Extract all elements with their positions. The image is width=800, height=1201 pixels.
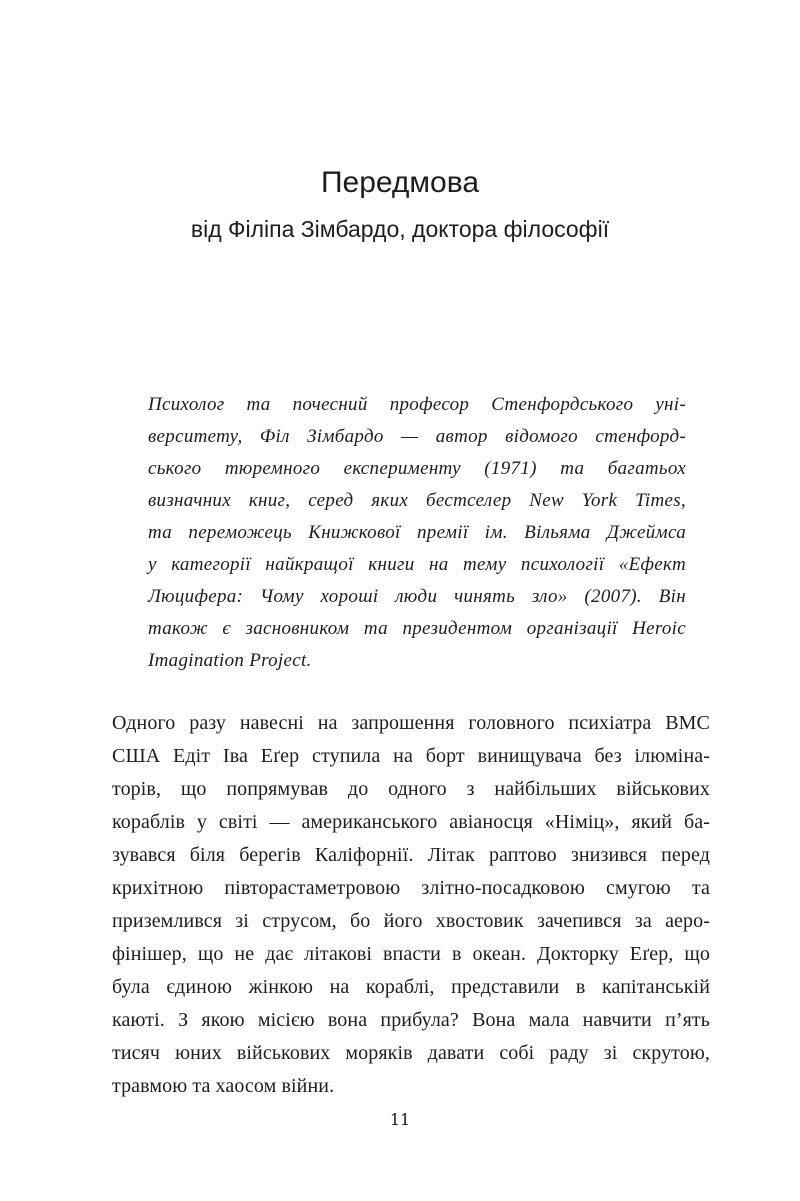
text-line: верситету, Філ Зімбардо — автор відомого стенфорд- [148, 426, 686, 447]
text-line: була єдиною жінкою на кораблі, представили в капітанській [112, 976, 710, 998]
intro-note-paragraph [148, 389, 686, 677]
chapter-subtitle: від Філіпа Зімбардо, доктора філософії [190, 216, 610, 242]
text-line: США Едіт Іва Еґер ступила на борт винищувача без ілюміна- [112, 745, 710, 767]
text-line: Люцифера: Чому хороші люди чинять зло» (2007). Він [148, 586, 686, 607]
text-line: зувався біля берегів Каліфорнії. Літак раптово знизився перед [112, 844, 710, 866]
body-paragraph [112, 707, 710, 1103]
text-line: у категорії найкращої книги на тему психології «Ефект [148, 554, 686, 575]
text-line: ського тюремного експерименту (1971) та багатьох [148, 458, 686, 479]
text-line: крихітною півторастаметровою злітно-посадковою смугою та [112, 877, 710, 899]
text-line: Одного разу навесні на запрошення головного психіатра ВМС [112, 712, 710, 734]
text-line: Психолог та почесний професор Стенфордського уні- [148, 394, 686, 415]
text-line: травмою та хаосом війни. [112, 1075, 335, 1097]
text-line: Imagination Project. [148, 650, 312, 671]
chapter-title: Передмова [320, 166, 480, 199]
text-line: тисяч юних військових моряків давати собі раду зі скрутою, [112, 1042, 710, 1064]
text-line: та переможець Книжкової премії ім. Вільяма Джеймса [148, 522, 686, 543]
text-line: визначних книг, серед яких бестселер New York Times, [148, 490, 686, 511]
page-number: 11 [389, 1110, 411, 1129]
text-line: також є засновником та президентом організації Heroic [148, 618, 686, 639]
text-line: кораблів у світі — американського авіаносця «Німіц», який ба- [112, 811, 710, 833]
text-line: каюті. З якою місією вона прибула? Вона мала навчити п’ять [112, 1009, 710, 1031]
text-line: торів, що попрямував до одного з найбільших військових [112, 778, 710, 800]
text-line: фінішер, що не дає літакові впасти в океан. Докторку Еґер, що [112, 943, 710, 965]
text-line: приземлився зі струсом, бо його хвостовик зачепився за аеро- [112, 910, 710, 932]
